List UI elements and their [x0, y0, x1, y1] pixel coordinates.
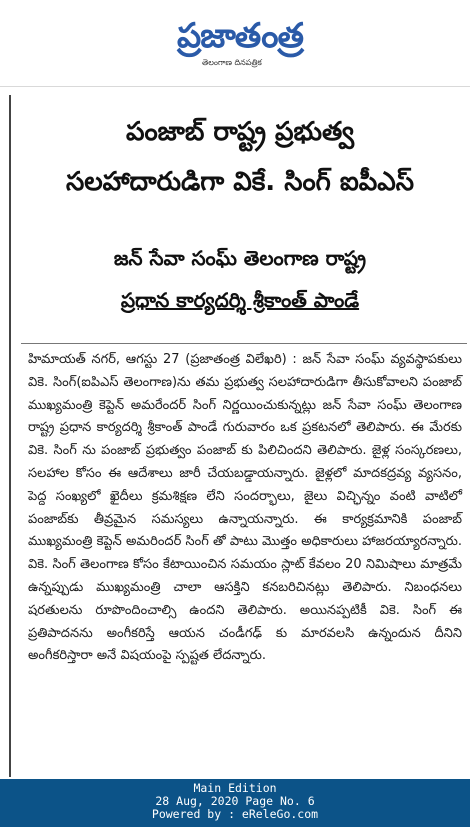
- footer-powered-by: Powered by : eReleGo.com: [151, 807, 319, 821]
- footer-date-page: 28 Aug, 2020 Page No. 6: [155, 794, 315, 808]
- newspaper-logo: [160, 14, 320, 58]
- edition-footer: [0, 779, 470, 827]
- masthead-divider: [0, 86, 470, 87]
- article: [9, 95, 469, 777]
- footer-edition: Main Edition: [193, 781, 277, 795]
- subhead-line-1: జన్ సేవా సంఘ్ తెలంగాణ రాష్ట్ర: [113, 246, 367, 270]
- subhead-divider: [21, 343, 467, 344]
- subhead-line-2: ప్రధాన కార్యదర్శి శ్రీకాంత్ పాండే: [120, 288, 360, 312]
- logo-text: ప్రజాతంత్ర: [177, 16, 303, 56]
- masthead-tagline: తెలంగాణ దినపత్రిక: [202, 58, 262, 67]
- article-headline: [11, 107, 469, 207]
- headline-line-1: పంజాబ్ రాష్ట్ర ప్రభుత్వ: [125, 117, 355, 147]
- article-body: హిమాయత్ నగర్, ఆగస్టు 27 (ప్రజాతంత్ర విలేఖరి) : జన్ సేవా సంఘ్ వ్యవస్థాపకులు వికె. సింగ్(ఐపిఎస్ తెలంగాణ)ను తమ ప్రభుత్వ సలహాదారుడిగా తీసుకోవాలని పంజాబ్ ముఖ్యమంత్రి కెప్టెన్ అమరేందర్ సింగ్ నిర్ణయించుకున్నట్లు జన్ సేవా సంఘ్ తెలంగాణ రాష్ట్ర ప్రధాన కార్యదర్శి శ్రీకాంత్ పాండే గురువారం ఒక ప్రకటనలో తెలిపారు. ఈ మేరకు వికె. సింగ్ ను పంజాబ్ ప్రభుత్వం పంజాబ్ కు పిలిచిందని తెలిపారు. జైళ్ల సంస్కరణలు, సలహాల కోసం ఈ ఆదేశాలు జారీ చేయబడ్డాయన్నారు. జైళ్లలో మాదకద్రవ్య వ్యసనం, పెద్ద సంఖ్యలో ఖైదీలు క్రమశిక్షణ లేని సందర్భాలు, జైలు విచ్ఛిన్నం వంటి వాటిలో పంజాబ్‌కు తీవ్రమైన సమస్యలు ఉన్నాయన్నారు. ఈ కార్యక్రమానికి పంజాబ్ ముఖ్యమంత్రి కెప్టెన్ అమరిందర్ సింగ్ తో పాటు మొత్తం అధికారులు హాజరయ్యారన్నారు. వికె. సింగ్ తెలంగాణ కోసం కేటాయించిన సమయం స్లాట్ కేవలం 20 నిమిషాలు మాత్రమే ఉన్నప్పుడు ముఖ్యమంత్రి చాలా ఆసక్తిని కనబరిచినట్లు తెలిపారు. నిబంధనలు షరతులను రూపొందించాల్సి ఉందని తెలిపారు. అయినప్పటికీ వికె. సింగ్ ఈ ప్రతిపాదనను అంగీకరిస్తే ఆయన చండీగఢ్ కు మారవలసి ఉన్నందున దీనిని అంగీకరిస్తారా అనే విషయంపై స్పష్టత లేదన్నారు.: [28, 352, 462, 664]
- masthead: [0, 0, 470, 84]
- headline-line-2: సలహాదారుడిగా వికే. సింగ్ ఐపీఎస్: [66, 167, 414, 197]
- article-subheadline: [11, 237, 469, 321]
